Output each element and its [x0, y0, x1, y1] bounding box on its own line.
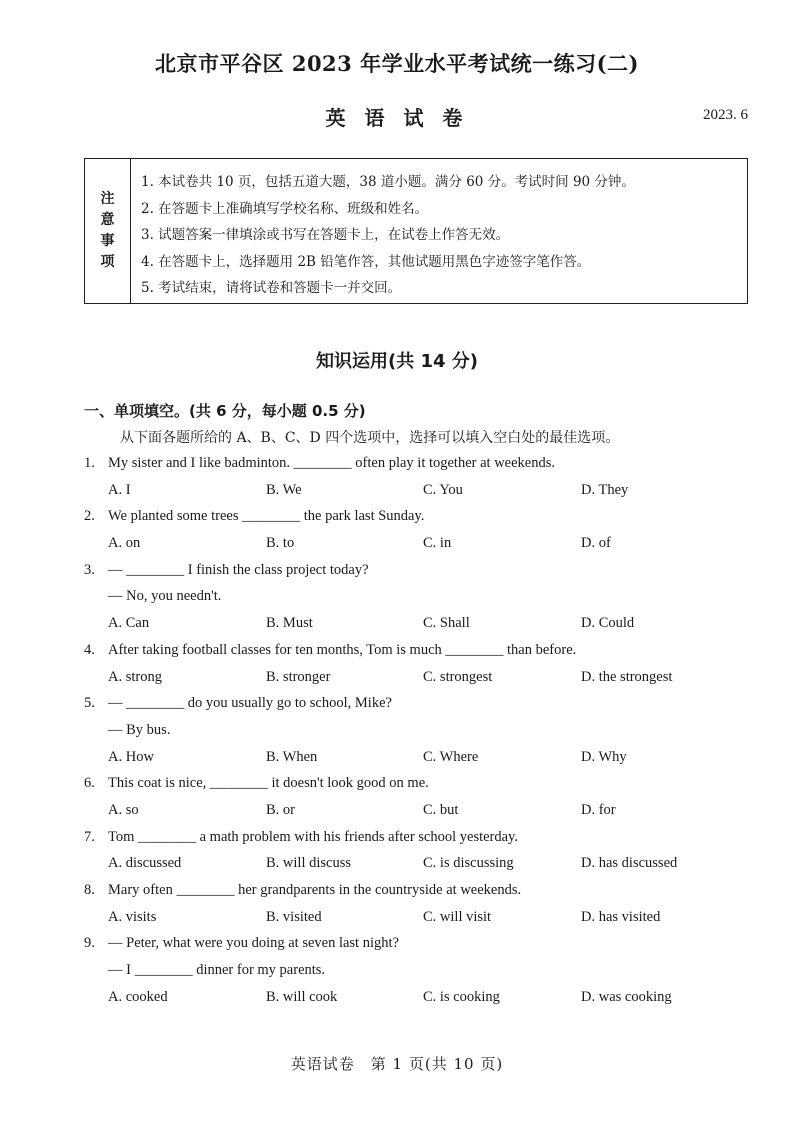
notice-label-char: 项: [100, 254, 115, 270]
question-number: 5.: [84, 695, 95, 712]
option-b: B. stronger: [266, 668, 331, 685]
notice-label-char: 注: [100, 191, 115, 207]
option-b: B. or: [266, 801, 295, 818]
option-d: D. They: [581, 481, 629, 498]
dialogue-line: [84, 719, 764, 746]
question-stem: [84, 772, 764, 799]
option-d: D. for: [581, 801, 616, 818]
question-number: 6.: [84, 775, 95, 792]
question-text: Mary often ________ her grandparents in the countryside at weekends.: [108, 882, 522, 898]
question-number: 9.: [84, 935, 95, 952]
question-stem: [84, 879, 764, 906]
question-text: This coat is nice, ________ it doesn't look good on me.: [108, 775, 429, 792]
option-c: C. Where: [423, 748, 479, 765]
exam-subtitle: 英 语 试 卷: [325, 106, 469, 130]
options-row: [84, 666, 764, 693]
section-title: 知识运用(共 14 分): [315, 351, 479, 372]
option-a: A. discussed: [108, 855, 182, 872]
part-title: 一、单项填空。(共 6 分，每小题 0.5 分): [84, 402, 366, 420]
dialogue-text: — I ________ dinner for my parents.: [108, 962, 326, 979]
options-row: [84, 612, 764, 639]
notice-box: [84, 158, 748, 304]
option-d: D. Why: [581, 748, 627, 765]
question-text: — ________ do you usually go to school, Mike?: [108, 695, 392, 712]
options-row: [84, 746, 764, 773]
option-b: B. visited: [266, 908, 322, 925]
option-b: B. When: [266, 748, 318, 765]
options-row: [84, 986, 764, 1013]
page-footer: 英语试卷 第 1 页(共 10 页): [290, 1055, 504, 1073]
dialogue-line: [84, 959, 764, 986]
notice-item: 2. 在答题卡上准确填写学校名称、班级和姓名。: [141, 200, 429, 217]
question-text: — ________ I finish the class project today?: [108, 561, 369, 578]
option-a: A. Can: [108, 615, 150, 632]
option-d: D. of: [581, 535, 611, 552]
option-a: A. How: [108, 748, 154, 765]
options-row: [84, 906, 764, 933]
option-c: C. You: [423, 481, 463, 498]
question-stem: [84, 505, 764, 532]
question-number: 1.: [84, 455, 95, 471]
option-a: A. visits: [108, 908, 157, 925]
option-a: A. strong: [108, 668, 162, 685]
exam-date: 2023. 6: [703, 107, 748, 123]
option-c: C. is cooking: [423, 988, 500, 1005]
notice-item: 1. 本试卷共 10 页，包括五道大题，38 道小题。满分 60 分。考试时间 90 分钟。: [141, 174, 635, 190]
option-d: D. has visited: [581, 908, 661, 925]
notice-label-char: 意: [100, 212, 115, 228]
option-c: C. Shall: [423, 615, 470, 632]
question-stem: [84, 932, 764, 959]
question-stem: [84, 639, 764, 666]
option-c: C. is discussing: [423, 855, 514, 872]
exam-title: 北京市平谷区 2023 年学业水平考试统一练习(二): [155, 51, 639, 76]
option-c: C. in: [423, 535, 452, 552]
question-stem: [84, 559, 764, 586]
option-b: B. to: [266, 535, 295, 552]
question-list: [84, 452, 764, 1012]
notice-label: [85, 159, 131, 303]
option-b: B. will discuss: [266, 855, 351, 872]
dialogue-text: — By bus.: [108, 721, 171, 738]
question-number: 4.: [84, 641, 95, 658]
dialogue-text: — No, you needn't.: [108, 588, 222, 605]
option-a: A. I: [108, 481, 131, 498]
question-text: After taking football classes for ten months, Tom is much ________ than before.: [108, 641, 577, 658]
option-b: B. will cook: [266, 988, 338, 1005]
question-text: Tom ________ a math problem with his friends after school yesterday.: [108, 828, 518, 845]
notice-item: 4. 在答题卡上，选择题用 2B 铅笔作答，其他试题用黑色字迹签字笔作答。: [141, 253, 591, 270]
option-d: D. was cooking: [581, 988, 672, 1005]
notice-item: 5. 考试结束，请将试卷和答题卡一并交回。: [141, 280, 402, 296]
options-row: [84, 852, 764, 879]
option-c: C. but: [423, 801, 459, 818]
options-row: [84, 479, 764, 506]
question-number: 2.: [84, 508, 95, 525]
question-text: We planted some trees ________ the park last Sunday.: [108, 508, 425, 525]
option-a: A. cooked: [108, 988, 168, 1005]
option-a: A. on: [108, 535, 141, 552]
notice-item: 3. 试题答案一律填涂或书写在答题卡上，在试卷上作答无效。: [141, 227, 510, 243]
options-row: [84, 532, 764, 559]
option-d: D. has discussed: [581, 855, 678, 872]
option-c: C. strongest: [423, 668, 493, 685]
question-number: 8.: [84, 882, 95, 898]
notice-items: [131, 159, 747, 303]
option-c: C. will visit: [423, 908, 492, 925]
options-row: [84, 799, 764, 826]
question-number: 7.: [84, 828, 95, 845]
option-d: D. the strongest: [581, 668, 673, 685]
notice-label-char: 事: [100, 233, 115, 249]
question-text: My sister and I like badminton. ________ often play it together at weekends.: [108, 455, 555, 471]
question-text: — Peter, what were you doing at seven last night?: [108, 935, 399, 952]
part-instruction: 从下面各题所给的 A、B、C、D 四个选项中，选择可以填入空白处的最佳选项。: [120, 430, 620, 446]
option-d: D. Could: [581, 615, 635, 632]
option-b: B. Must: [266, 615, 313, 632]
option-a: A. so: [108, 801, 139, 818]
dialogue-line: [84, 585, 764, 612]
option-b: B. We: [266, 481, 302, 498]
question-stem: [84, 826, 764, 853]
question-stem: [84, 452, 764, 479]
question-number: 3.: [84, 561, 95, 578]
question-stem: [84, 692, 764, 719]
